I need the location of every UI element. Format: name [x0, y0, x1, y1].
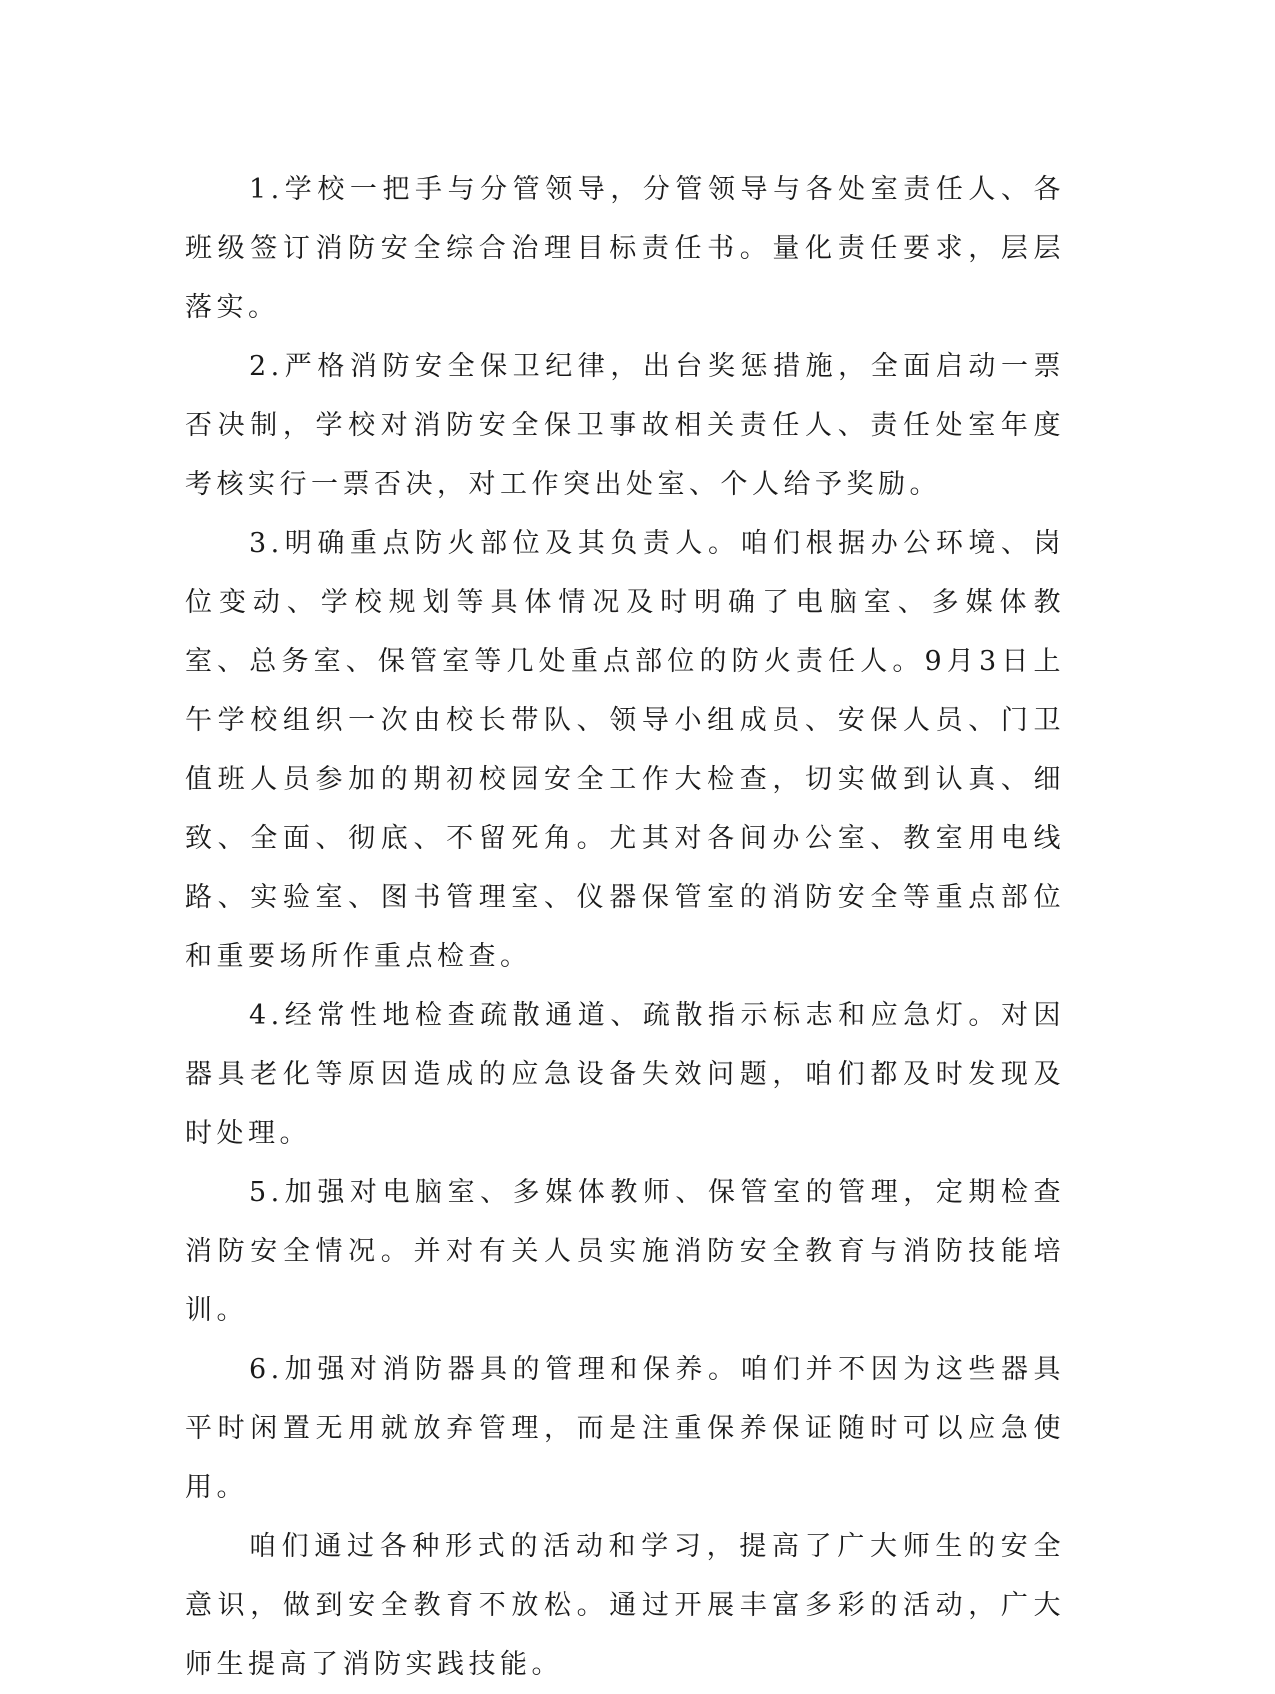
paragraph-item-3: 3.明确重点防火部位及其负责人。咱们根据办公环境、岗位变动、学校规划等具体情况及时明确了电脑室、多媒体教室、总务室、保管室等几处重点部位的防火责任人。9月3日上午学校组织一次由校长带队、领导小组成员、安保人员、门卫值班人员参加的期初校园安全工作大检查，切实做到认真、细致、全面、彻底、不留死角。尤其对各间办公室、教室用电线路、实验室、图书管理室、仪器保管室的消防安全等重点部位和重要场所作重点检查。	[185, 528, 1065, 972]
document-body	[185, 160, 1065, 1694]
paragraph-item-6: 6.加强对消防器具的管理和保养。咱们并不因为这些器具平时闲置无用就放弃管理，而是注重保养保证随时可以应急使用。	[185, 1354, 1065, 1503]
closing-paragraph: 咱们通过各种形式的活动和学习，提高了广大师生的安全意识，做到安全教育不放松。通过开展丰富多彩的活动，广大师生提高了消防实践技能。	[185, 1531, 1065, 1680]
paragraph-item-1: 1.学校一把手与分管领导，分管领导与各处室责任人、各班级签订消防安全综合治理目标责任书。量化责任要求，层层落实。	[185, 174, 1065, 323]
paragraph-item-5: 5.加强对电脑室、多媒体教师、保管室的管理，定期检查消防安全情况。并对有关人员实施消防安全教育与消防技能培训。	[185, 1177, 1065, 1326]
paragraph-item-4: 4.经常性地检查疏散通道、疏散指示标志和应急灯。对因器具老化等原因造成的应急设备失效问题，咱们都及时发现及时处理。	[185, 1000, 1065, 1149]
paragraph-item-2: 2.严格消防安全保卫纪律，出台奖惩措施，全面启动一票否决制，学校对消防安全保卫事故相关责任人、责任处室年度考核实行一票否决，对工作突出处室、个人给予奖励。	[185, 351, 1065, 500]
